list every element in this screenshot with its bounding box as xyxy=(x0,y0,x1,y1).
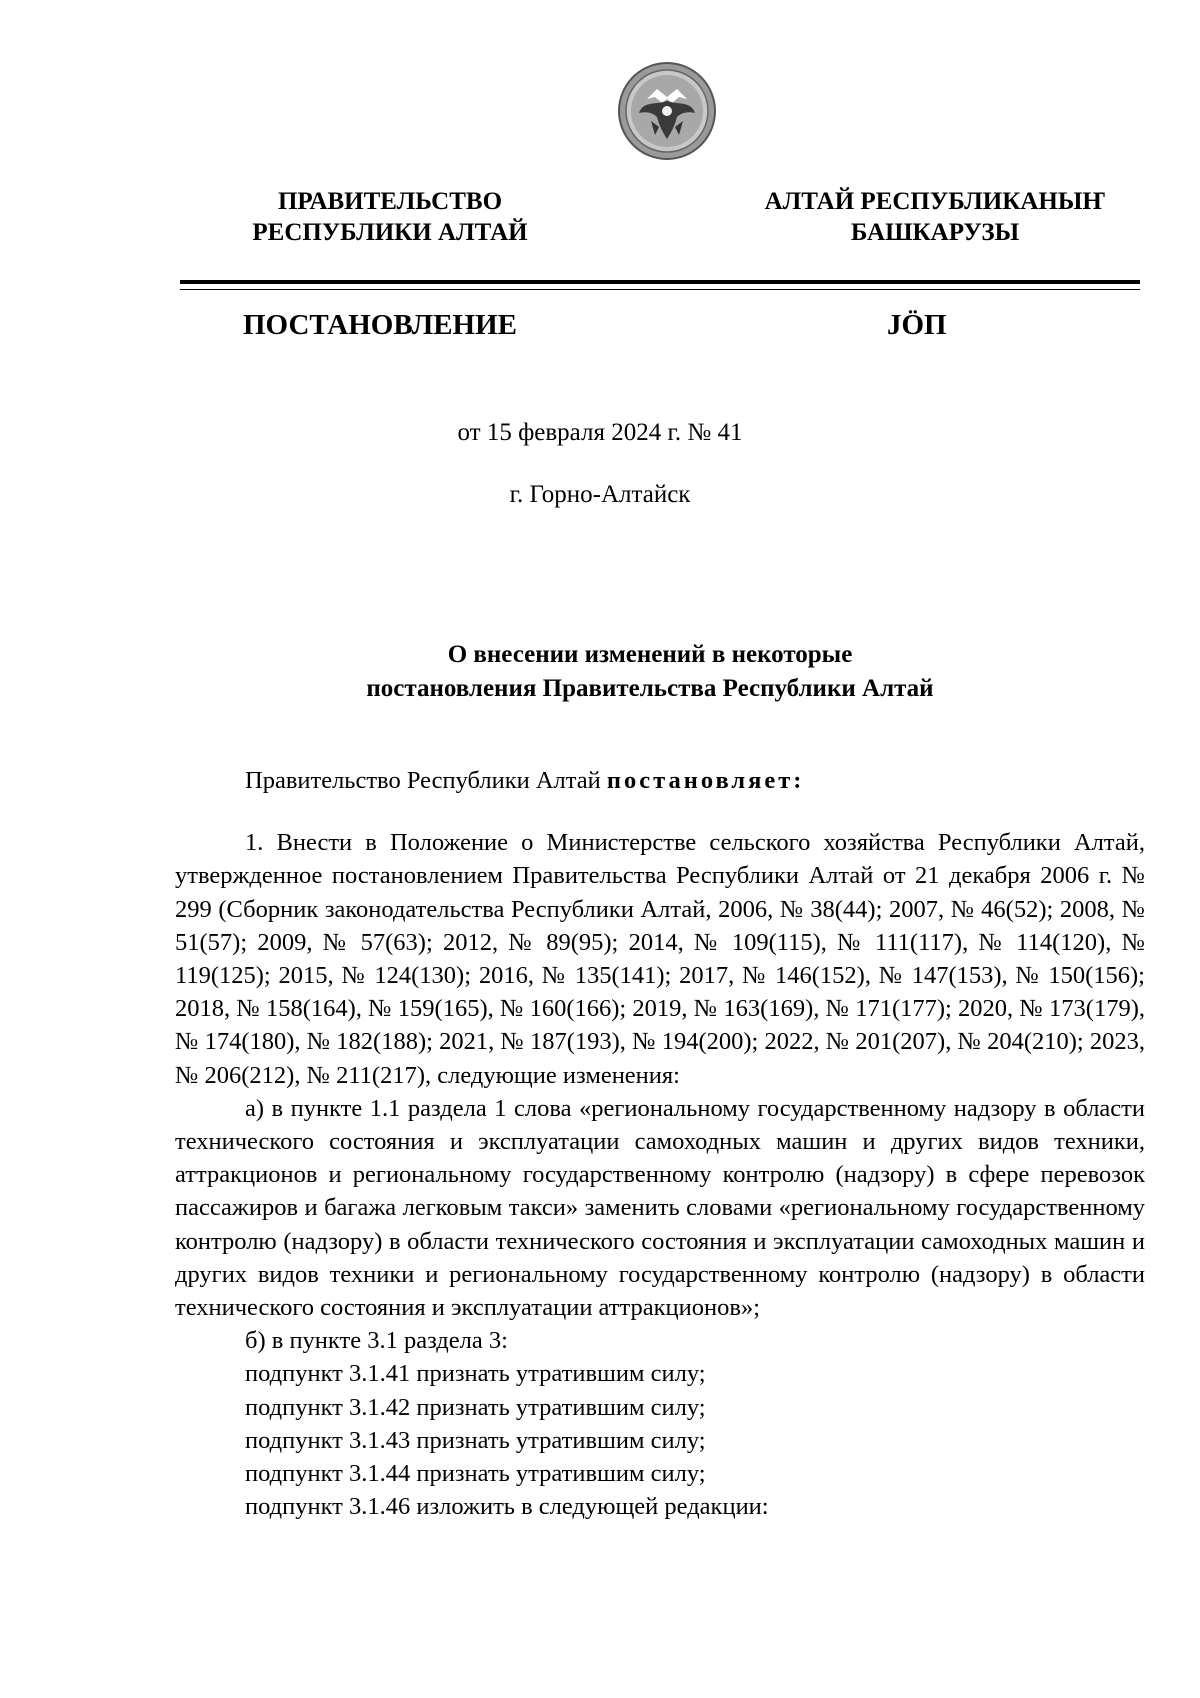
paragraph-b: б) в пункте 3.1 раздела 3: xyxy=(245,1327,508,1355)
header-right xyxy=(735,186,1135,248)
intro-paragraph xyxy=(175,764,1145,797)
header-divider-thick xyxy=(180,280,1140,284)
header-left-line2: РЕСПУБЛИКИ АЛТАЙ xyxy=(252,219,528,246)
document-body xyxy=(175,764,1145,1523)
header-left xyxy=(220,186,560,248)
document-title-line1: О внесении изменений в некоторые xyxy=(447,641,853,668)
list-item: подпункт 3.1.44 признать утратившим силу; xyxy=(245,1460,706,1488)
decree-label-altai: JÖП xyxy=(887,309,947,341)
intro-prefix: Правительство Республики Алтай xyxy=(245,767,601,794)
header-right-line1: АЛТАЙ РЕСПУБЛИКАНЫҤ xyxy=(764,188,1106,215)
coat-of-arms-icon xyxy=(617,61,717,161)
paragraph-1: 1. Внести в Положение о Министерстве сельского хозяйства Республики Алтай, утвержденное постановлением Правительства Республики Алтай от 21 декабря 2006 г. № 299 (Сборник законодательства Республики Алтай, 2006, № 38(44); 2007, № 46(52); 2008, № 51(57); 2009, № 57(63); 2012, № 89(95); 2014, № 109(115), № 111(117), № 114(120), № 119(125); 2015, № 124(130); 2016, № 135(141); 2017, № 146(152), № 147(153), № 150(156); 2018, № 158(164), № 159(165), № 160(166); 2019, № 163(169), № 171(177); 2020, № 173(179), № 174(180), № 182(188); 2021, № 187(193), № 194(200); 2022, № 201(207), № 204(210); 2023, № 206(212), № 211(217), следующие изменения: xyxy=(175,829,1145,1089)
decree-label-ru: ПОСТАНОВЛЕНИЕ xyxy=(243,309,518,341)
list-item: подпункт 3.1.42 признать утратившим силу; xyxy=(245,1393,706,1421)
document-title xyxy=(300,638,1000,706)
intro-keyword: постановляет: xyxy=(606,767,805,794)
header-divider-thin xyxy=(180,289,1140,290)
list-item: подпункт 3.1.46 изложить в следующей редакции: xyxy=(245,1493,769,1521)
document-city: г. Горно-Алтайск xyxy=(509,481,691,508)
header-left-line1: ПРАВИТЕЛЬСТВО xyxy=(277,188,503,215)
document-date-number: от 15 февраля 2024 г. № 41 xyxy=(457,419,743,446)
paragraph-a: а) в пункте 1.1 раздела 1 слова «региональному государственному надзору в области технического состояния и эксплуатации самоходных машин и других видов техники, аттракционов и региональному государственному контролю (надзору) в сфере перевозок пассажиров и багажа легковым такси» заменить словами «региональному государственному контролю (надзору) в области технического состояния и эксплуатации самоходных машин и других видов техники и региональному государственному контролю (надзору) в области технического состояния и эксплуатации аттракционов»; xyxy=(175,1094,1145,1322)
list-item: подпункт 3.1.41 признать утратившим силу; xyxy=(245,1360,706,1388)
header-right-line2: БАШКАРУЗЫ xyxy=(850,219,1020,246)
document-title-line2: постановления Правительства Республики Алтай xyxy=(366,675,934,702)
list-item: подпункт 3.1.43 признать утратившим силу; xyxy=(245,1426,706,1454)
